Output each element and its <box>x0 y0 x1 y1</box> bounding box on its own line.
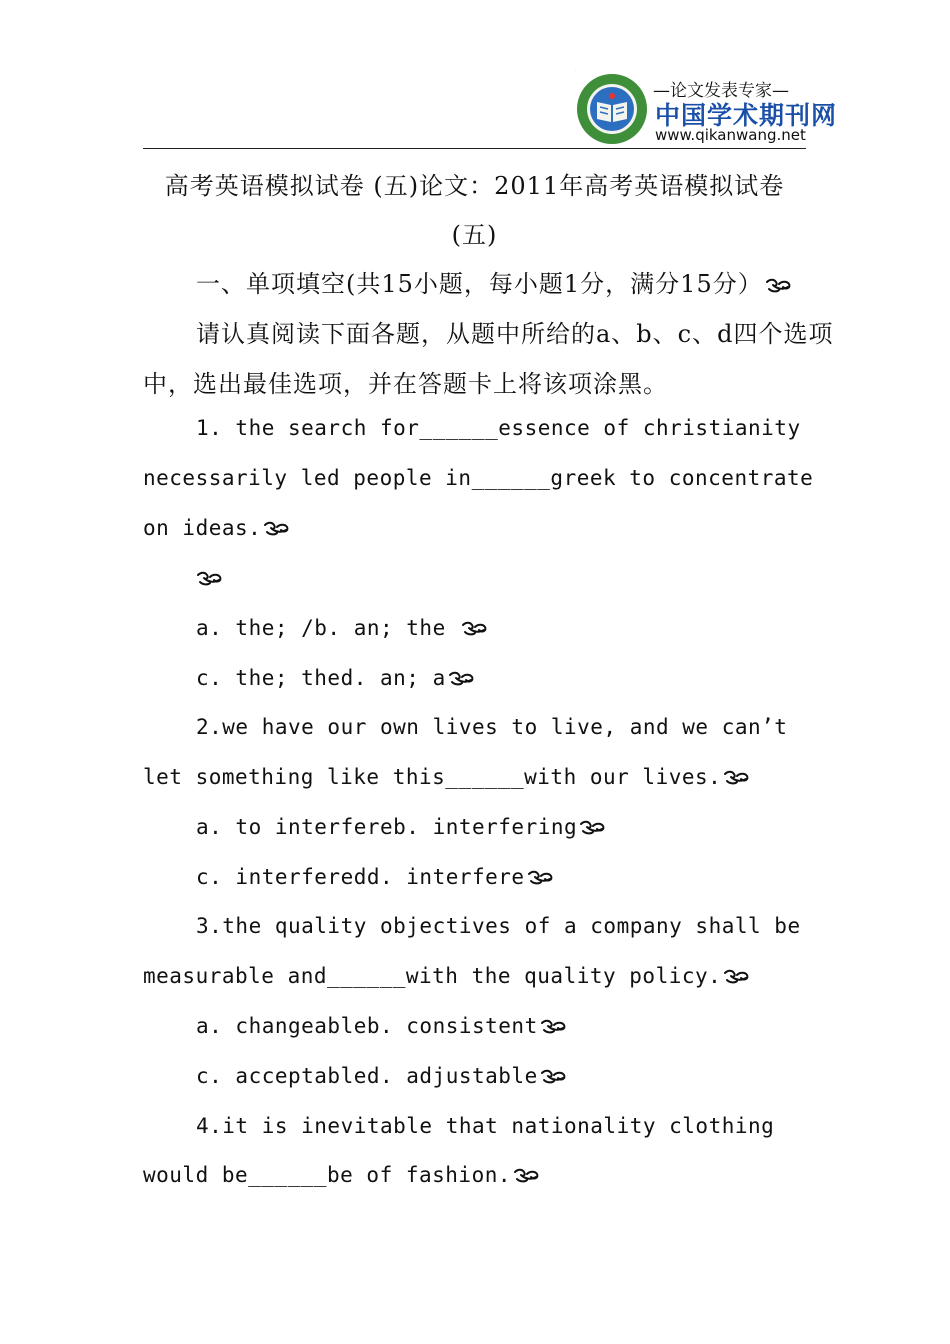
q1-line-3: on ideas. <box>143 516 289 540</box>
q1-line-1: 1. the search for______essence of christianity <box>196 416 801 440</box>
q2-line-2: let something like this______with our lives. <box>143 765 749 789</box>
empty-paragraph <box>196 566 222 590</box>
logo-url: www.qikanwang.net <box>655 126 806 144</box>
q1-options-cd: c. the; thed. an; a <box>196 666 474 690</box>
page-title: 高考英语模拟试卷 (五)论文：2011年高考英语模拟试卷 <box>164 172 785 200</box>
header-divider <box>143 148 806 149</box>
paragraph-mark-icon <box>579 819 605 837</box>
q4-line-1: 4.it is inevitable that nationality clothing <box>196 1114 775 1138</box>
paragraph-mark-icon <box>723 769 749 787</box>
q2-options-cd: c. interferedd. interfere <box>196 865 553 889</box>
paragraph-mark-icon <box>540 1018 566 1036</box>
paragraph-mark-icon <box>196 570 222 588</box>
q2-line-1: 2.we have our own lives to live, and we can’t <box>196 715 788 739</box>
instruction-line-2: 中，选出最佳选项，并在答题卡上将该项涂黑。 <box>143 370 668 398</box>
paragraph-mark-icon <box>448 670 474 688</box>
q3-line-2: measurable and______with the quality policy. <box>143 964 749 988</box>
site-logo <box>575 70 838 146</box>
paragraph-mark-icon <box>723 968 749 986</box>
q1-options-ab: a. the; /b. an; the <box>196 616 487 640</box>
instruction-line-1: 请认真阅读下面各题，从题中所给的a、b、c、d四个选项 <box>196 320 834 348</box>
paragraph-mark-icon <box>540 1068 566 1086</box>
logo-slogan: —论文发表专家— <box>653 81 789 101</box>
section-heading: 一、单项填空(共15小题，每小题1分，满分15分） <box>196 264 791 299</box>
q2-options-ab: a. to interfereb. interfering <box>196 815 605 839</box>
q4-line-2: would be______be of fashion. <box>143 1163 539 1187</box>
q3-options-ab: a. changeableb. consistent <box>196 1014 566 1038</box>
paragraph-mark-icon <box>461 620 487 638</box>
logo-name: 中国学术期刊网 <box>655 101 838 130</box>
paragraph-mark-icon <box>527 869 553 887</box>
page-title-continued: (五) <box>451 221 498 249</box>
paragraph-mark-icon <box>263 520 289 538</box>
paragraph-mark-icon <box>513 1167 539 1185</box>
logo-ring-text <box>575 70 576 71</box>
paragraph-mark-icon <box>765 277 791 295</box>
q1-line-2: necessarily led people in______greek to concentrate <box>143 466 814 490</box>
logo-book-icon <box>575 72 649 146</box>
q3-options-cd: c. acceptabled. adjustable <box>196 1064 566 1088</box>
q3-line-1: 3.the quality objectives of a company shall be <box>196 914 801 938</box>
